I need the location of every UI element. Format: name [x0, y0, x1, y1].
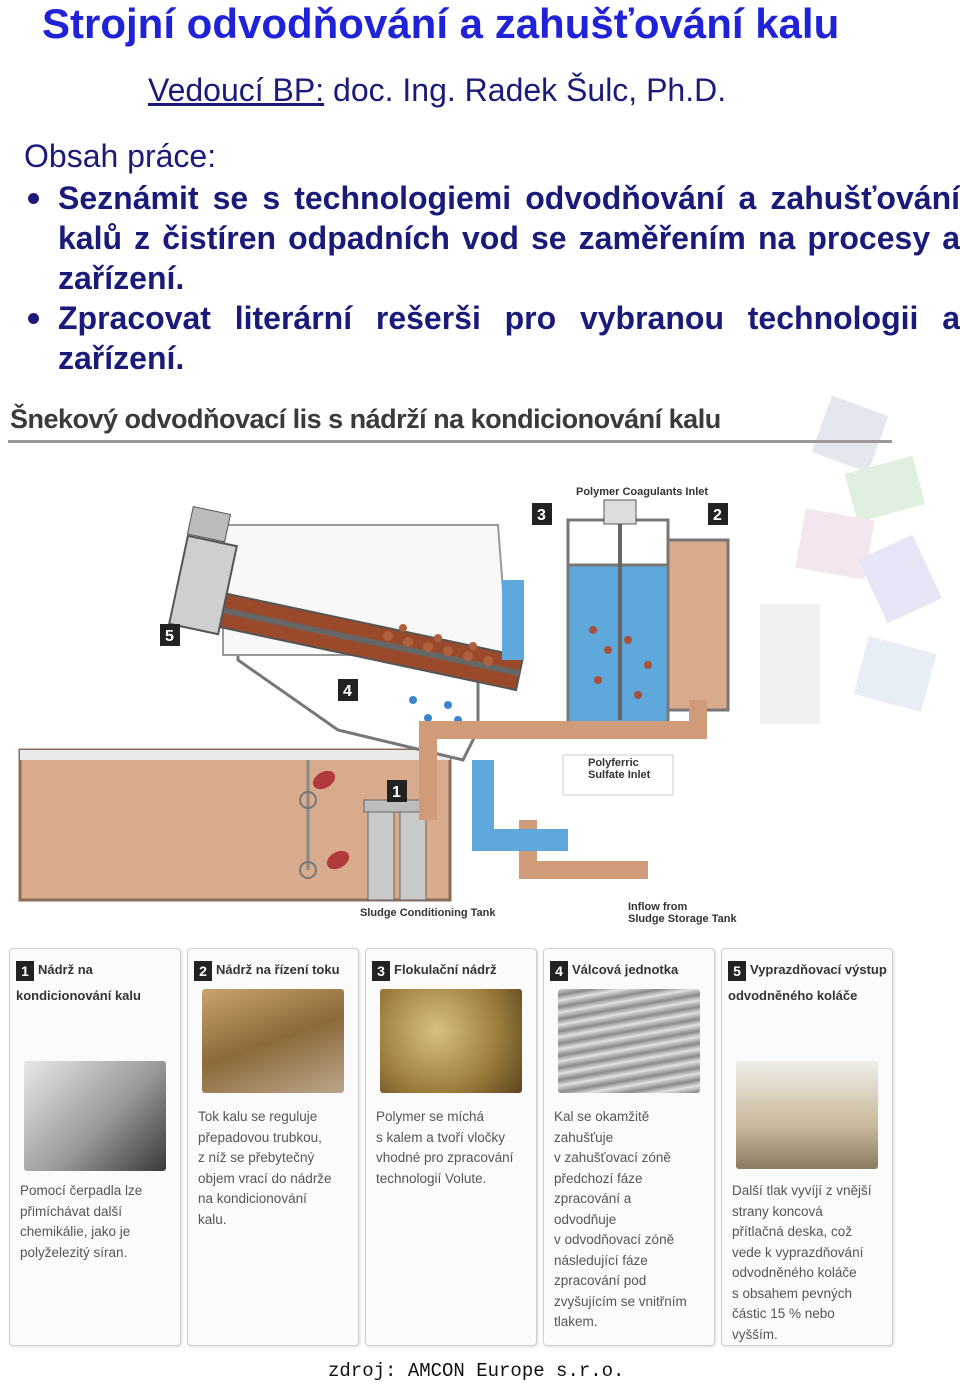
diagram-number-3: 3	[537, 507, 546, 524]
supervisor-name: doc. Ing. Radek Šulc, Ph.D.	[324, 72, 727, 108]
diagram-number-5: 5	[165, 628, 174, 645]
page-title: Strojní odvodňování a zahušťování kalu	[42, 0, 840, 47]
step-panel-2	[187, 948, 359, 1346]
task-list	[26, 178, 960, 378]
step-title: 1 Nádrž na kondicionování kalu	[16, 962, 141, 1003]
step-title: 2 Nádrž na řízení toku	[194, 957, 354, 983]
inflow-label: Inflow from	[628, 901, 688, 913]
tank-label: Sludge Conditioning Tank	[360, 907, 496, 919]
step-description: Pomocí čerpadla lze přimíchávat další chemikálie, jako je polyželezitý síran.	[20, 1183, 143, 1260]
step-title: 4 Válcová jednotka	[550, 957, 710, 983]
step-description: Další tlak vyvíjí z vnější strany koncová přítlačná deska, což vede k vyprazdňování odvodněného koláče s obsahem pevných částic 15 % nebo vyšším.	[732, 1183, 872, 1342]
content-heading: Obsah práce:	[24, 138, 217, 174]
step-description: Kal se okamžitě zahušťuje v zahušťovací zóně předchozí fáze zpracování a odvodňuje v odvodňovací zóně následující fáze zpracování pod zvyšujícím se vnitřním tlakem.	[554, 1109, 687, 1329]
cylinder-photo	[558, 989, 700, 1093]
diagram-number-2: 2	[713, 507, 722, 524]
step-panel-1	[9, 948, 181, 1346]
step-panel-3	[365, 948, 537, 1346]
source-credit: zdroj: AMCON Europe s.r.o.	[328, 1360, 625, 1382]
pump-photo	[24, 1061, 166, 1171]
outlet-photo	[736, 1061, 878, 1169]
supervisor-line	[148, 72, 726, 109]
screw-press-diagram	[8, 400, 892, 930]
process-steps	[9, 948, 892, 1346]
step-description: Polymer se míchá s kalem a tvoří vločky vhodné pro zpracování technologií Volute.	[376, 1109, 514, 1186]
step-panel-5	[721, 948, 893, 1346]
diagram-number-4: 4	[343, 683, 352, 700]
polymer-inlet-label: Polymer Coagulants Inlet	[576, 486, 709, 498]
polyferric-label-line2: Sulfate Inlet	[588, 769, 651, 781]
step-title: 5 Vyprazdňovací výstup odvodněného koláče	[728, 962, 887, 1003]
step-panel-4	[543, 948, 715, 1346]
inflow-label-line2: Sludge Storage Tank	[628, 913, 737, 925]
flocculation-photo	[380, 989, 522, 1093]
diagram-number-1: 1	[392, 784, 401, 801]
step-title: 3 Flokulační nádrž	[372, 957, 532, 983]
flow-control-tank	[668, 540, 728, 710]
step-description: Tok kalu se reguluje přepadovou trubkou, z níž se přebytečný objem vrací do nádrže na kondicionování kalu.	[198, 1109, 332, 1227]
polyferric-label: Polyferric	[588, 757, 639, 769]
task-item: Zpracovat literární rešerši pro vybranou technologii a zařízení.	[26, 298, 960, 378]
flow-tank-photo	[202, 989, 344, 1093]
task-item: Seznámit se s technologiemi odvodňování a zahušťování kalů z čistíren odpadních vod se zaměřením na procesy a zařízení.	[26, 178, 960, 298]
supervisor-label: Vedoucí BP:	[148, 72, 325, 108]
figure-title: Šnekový odvodňovací lis s nádrží na kondicionování kalu	[10, 404, 721, 434]
